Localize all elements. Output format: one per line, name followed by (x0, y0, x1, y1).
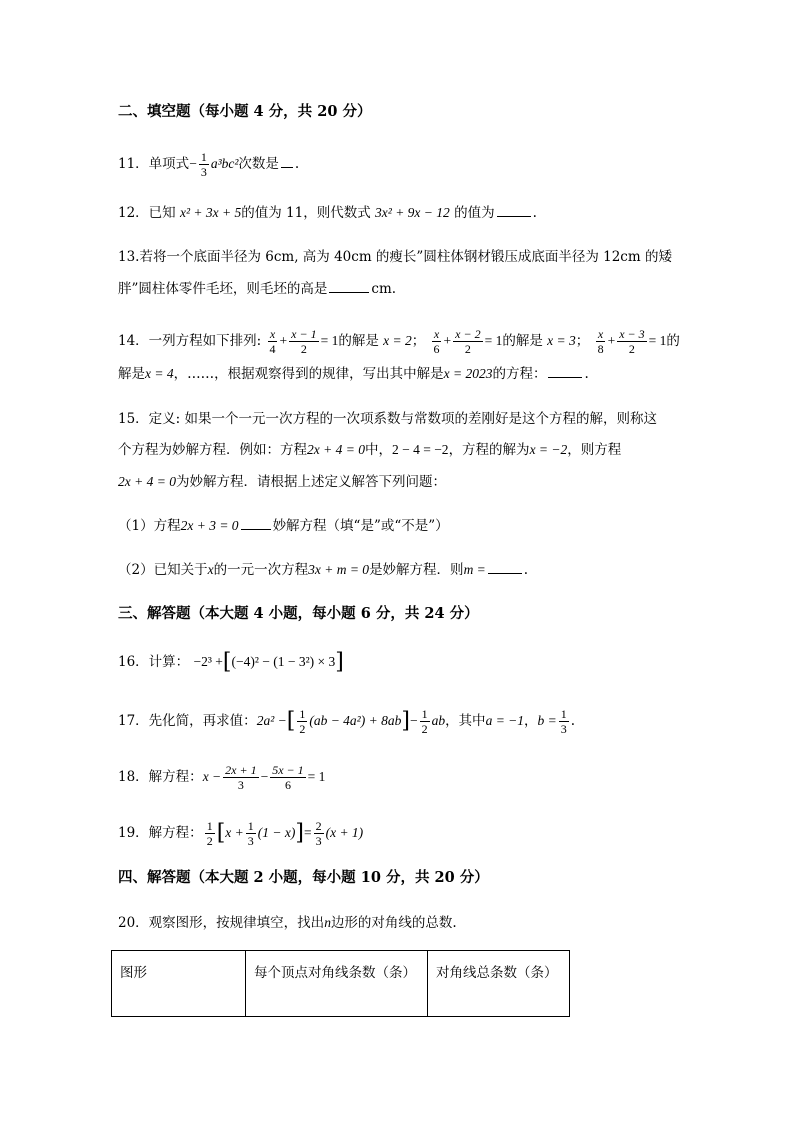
q12-answer-blank (497, 215, 531, 217)
q11-label: 11．单项式 (118, 156, 190, 172)
section-4-title: 四、解答题（本大题 2 小题，每小题 10 分，共 20 分） (118, 869, 489, 886)
question-17: 17．先化简，再求值：2a² −[ $\frac{1}{2}$ (ab − 4a²) + 8ab]− $\frac{1}{2}$ ab，其中a = −1，b = $\frac{1}{3}$ . (118, 707, 576, 736)
question-15-part-1: （1）方程2x + 3 = 0 妙解方程（填“是”或“不是”） (118, 518, 449, 534)
q11-answer-blank (281, 166, 293, 168)
table-header-diagonals-per-vertex: 每个顶点对角线条数（条） (246, 951, 428, 1017)
question-14-line-2: 解是x = 4，……，根据观察得到的规律，写出其中解是x = 2023的方程： . (118, 366, 589, 382)
table-header-total-diagonals: 对角线总条数（条） (428, 951, 570, 1017)
q15-part-2-blank (488, 572, 522, 574)
q11-expression: a³bc² (210, 156, 239, 171)
question-13-line-2: 胖”圆柱体零件毛坯，则毛坯的高是 cm. (118, 281, 397, 297)
question-19: 19．解方程： $\frac{1}{2}$ [x + $\frac{1}{3}$ (1 − x)]= $\frac{2}{3}$ (x + 1) (118, 819, 364, 848)
q12-expression-2: 3x² + 9x − 12 (375, 205, 450, 220)
q15-part-1-blank (241, 528, 271, 530)
section-3-title: 三、解答题（本大题 4 小题，每小题 6 分，共 24 分） (118, 605, 479, 622)
question-18: 18．解方程：x − $\frac{2x + 1}{3}$ − $\frac{5x - 1}{6}$ = 1 (118, 763, 326, 792)
section-2-title: 二、填空题（每小题 4 分，共 20 分） (118, 103, 372, 120)
question-20: 20．观察图形，按规律填空，找出n边形的对角线的总数. (118, 915, 457, 931)
question-15-line-2: 个方程为妙解方程．例如：方程2x + 4 = 0中，2 − 4 = −2，方程的解为x = −2，则方程 (118, 442, 622, 458)
table-header-row (112, 951, 570, 1017)
question-15-part-2: （2）已知关于x的一元一次方程3x + m = 0是妙解方程．则m = . (118, 562, 529, 578)
question-15-line-1: 15．定义: 如果一个一元一次方程的一次项系数与常数项的差刚好是这个方程的解，则称这 (118, 411, 658, 427)
table-header-shape: 图形 (112, 951, 246, 1017)
question-16: 16．计算： −2³ +[(−4)² − (1 − 3²) × 3] (118, 649, 344, 675)
question-11: 11．单项式− $\frac{1}{3}$ a³bc²次数是 . (118, 150, 300, 179)
question-12: 12．已知 x² + 3x + 5的值为 11，则代数式 3x² + 9x − 12 的值为 . (118, 205, 537, 221)
question-15-line-3: 2x + 4 = 0为妙解方程．请根据上述定义解答下列问题： (118, 474, 446, 490)
q14-answer-blank (548, 376, 582, 378)
question-14-line-1: 14．一列方程如下排列: $\frac{x}{4}$ + $\frac{x - 1}{2}$ = 1的解是 x = 2； $\frac{x}{6}$ + $\frac{x - 2}{2}$ = 1的解是 x = 3； $\frac{x}{8}$ + $\frac{x - 3}{2}$ = 1的 (118, 327, 680, 356)
q13-answer-blank (329, 291, 369, 293)
observation-table (111, 950, 570, 1017)
question-13-line-1: 13.若将一个底面半径为 6cm, 高为 40cm 的瘦长”圆柱体钢材锻压成底面半径为 12cm 的矮 (118, 249, 672, 265)
q12-expression-1: x² + 3x + 5 (179, 205, 242, 220)
q11-fraction: $\frac{1}{3}$ (200, 150, 207, 179)
